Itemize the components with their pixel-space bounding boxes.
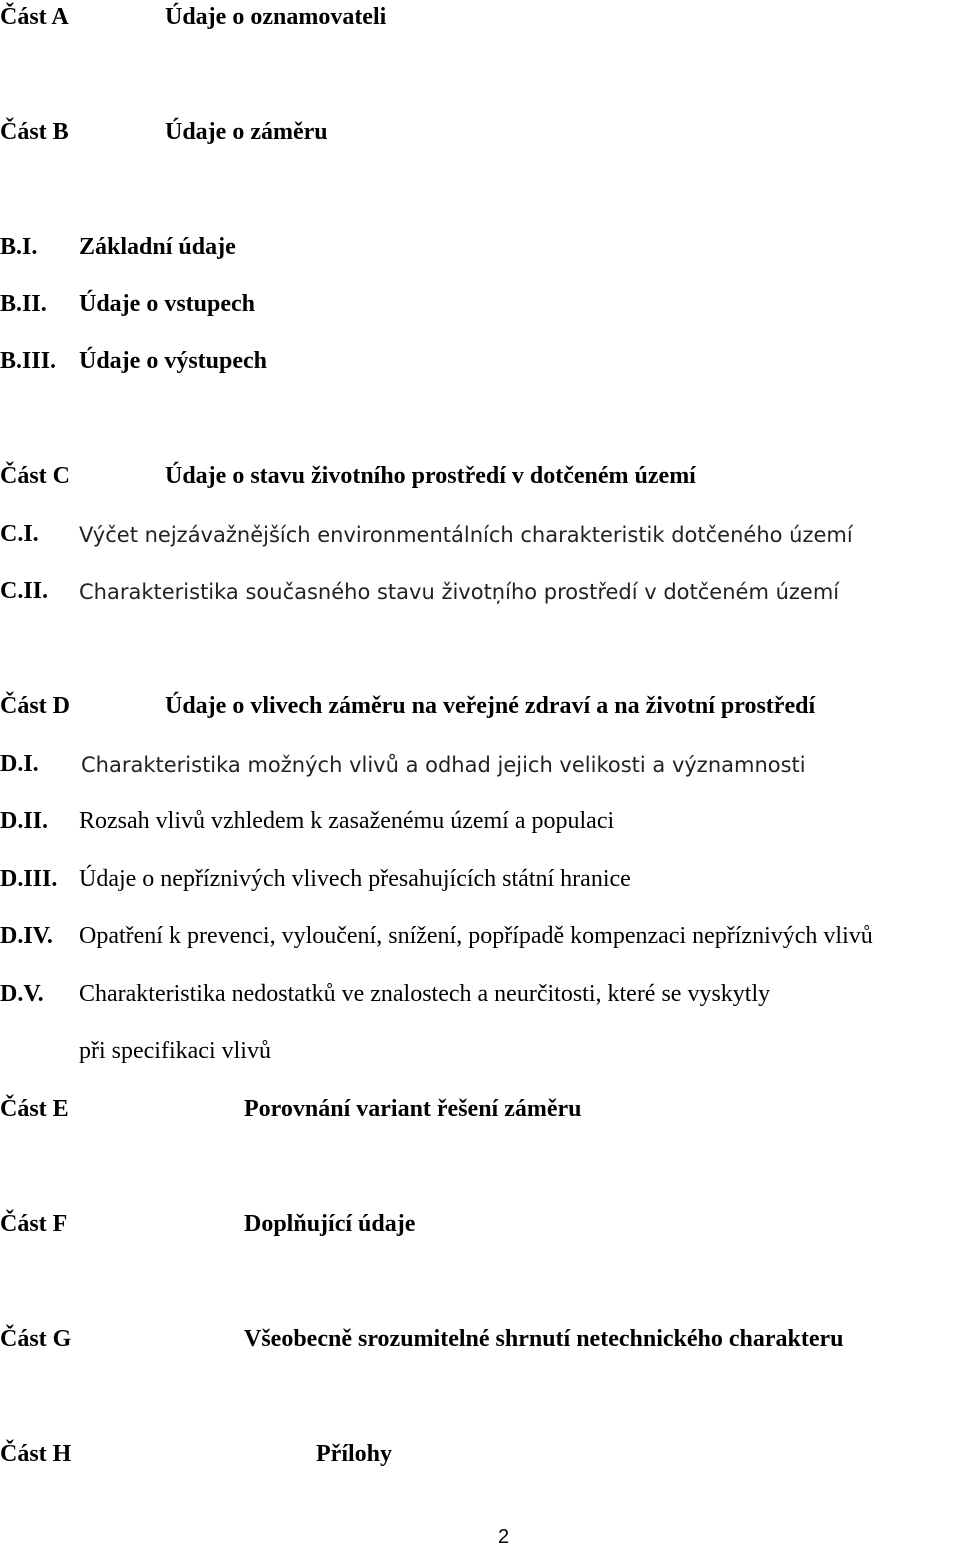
section-d5-label: D.V. (0, 981, 44, 1007)
section-b1-label: B.I. (0, 234, 38, 260)
section-d2-title: Rozsah vlivů vzhledem k zasaženému území a populaci (79, 808, 615, 834)
section-b1-title: Základní údaje (79, 234, 236, 260)
section-d1-title: Charakteristika možných vlivů a odhad jejich velikosti a významnosti (81, 753, 806, 777)
section-b3-title: Údaje o výstupech (79, 348, 268, 374)
part-a-label: Část A (0, 4, 69, 30)
section-c2-label: C.II. (0, 578, 49, 604)
section-d5-title-continuation: při specifikaci vlivů (79, 1038, 271, 1064)
section-c1-title: Výčet nejzávažnějších environmentálních charakteristik dotčeného území (79, 523, 853, 547)
part-d-title: Údaje o vlivech záměru na veřejné zdraví a na životní prostředí (165, 693, 816, 719)
part-f-label: Část F (0, 1211, 68, 1237)
part-c-title: Údaje o stavu životního prostředí v dotčeném území (165, 463, 696, 489)
part-h-label: Část H (0, 1441, 72, 1467)
section-d1-label: D.I. (0, 751, 39, 777)
section-d3-label: D.III. (0, 866, 58, 892)
part-e-label: Část E (0, 1096, 69, 1122)
section-d2-label: D.II. (0, 808, 49, 834)
part-b-label: Část B (0, 119, 69, 145)
part-e-title: Porovnání variant řešení záměru (244, 1096, 582, 1122)
part-c-label: Část C (0, 463, 70, 489)
part-g-label: Část G (0, 1326, 72, 1352)
section-c1-label: C.I. (0, 521, 39, 547)
section-b3-label: B.III. (0, 348, 57, 374)
part-g-title: Všeobecně srozumitelné shrnutí netechnického charakteru (244, 1326, 844, 1352)
page-number: 2 (498, 1526, 510, 1548)
part-a-title: Údaje o oznamovateli (165, 4, 387, 30)
section-c2-title: Charakteristika současného stavu životņího prostředí v dotčeném území (79, 580, 840, 604)
section-d4-label: D.IV. (0, 923, 53, 949)
part-h-title: Přílohy (316, 1441, 392, 1467)
section-d4-title: Opatření k prevenci, vyloučení, snížení, popřípadě kompenzaci nepříznivých vlivů (79, 923, 873, 949)
part-b-title: Údaje o záměru (165, 119, 328, 145)
section-d3-title: Údaje o nepříznivých vlivech přesahujících státní hranice (79, 866, 631, 892)
section-b2-title: Údaje o vstupech (79, 291, 256, 317)
section-d5-title: Charakteristika nedostatků ve znalostech a neurčitosti, které se vyskytly (79, 981, 771, 1007)
part-f-title: Doplňující údaje (244, 1211, 416, 1237)
part-d-label: Část D (0, 693, 70, 719)
section-b2-label: B.II. (0, 291, 47, 317)
